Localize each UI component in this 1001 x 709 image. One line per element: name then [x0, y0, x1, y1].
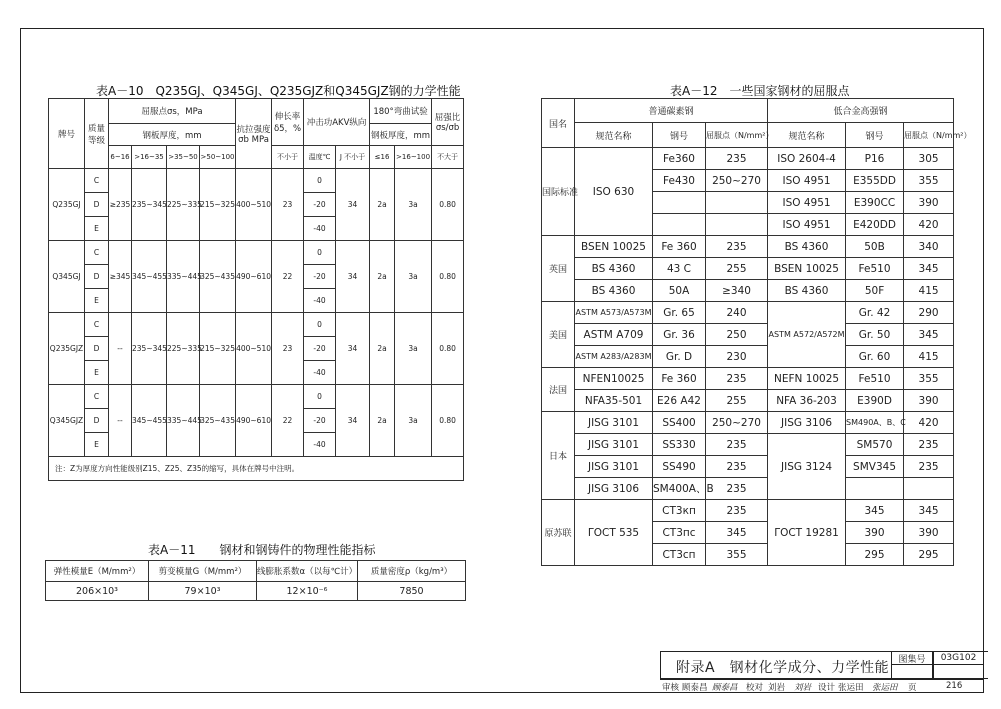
quality-cell: E	[85, 289, 109, 313]
header-carbon-steel: 普通碳素钢	[575, 99, 768, 123]
value-expansion: 12×10⁻⁶	[257, 582, 358, 601]
carbon-yield-cell: 255	[706, 258, 768, 280]
table-row	[542, 302, 954, 324]
elong-cell: 23	[272, 313, 304, 385]
alloy-grade-cell: Fe510	[846, 368, 904, 390]
alloy-yield-cell	[904, 478, 954, 500]
alloy-grade-cell: Gr. 42	[846, 302, 904, 324]
header-bend-thickness: 钢板厚度，mm	[370, 124, 432, 146]
alloy-spec-cell: JISG 3124	[768, 434, 846, 500]
alloy-grade-cell: SM490A、B、C	[846, 412, 904, 434]
alloy-grade-cell: Gr. 50	[846, 324, 904, 346]
quality-cell: E	[85, 217, 109, 241]
alloy-spec-cell: BS 4360	[768, 236, 846, 258]
temp-cell: -20	[304, 409, 336, 433]
carbon-grade-cell: CT3сп	[653, 544, 706, 566]
checker-signature: 刘岩	[794, 683, 812, 693]
elong-cell: 22	[272, 241, 304, 313]
b2-cell: 3a	[395, 241, 432, 313]
carbon-grade-cell: Gr. 36	[653, 324, 706, 346]
carbon-yield-cell: 235	[706, 456, 768, 478]
t2-cell: 345~455	[132, 385, 167, 457]
t3-cell: 225~335	[167, 313, 200, 385]
grade-cell: Q235GJ	[49, 169, 85, 241]
header-t4: >50~100	[200, 146, 236, 169]
b1-cell: 2a	[370, 385, 395, 457]
country-cell: 法国	[542, 368, 575, 412]
table-row	[542, 368, 954, 390]
carbon-grade-cell: 50A	[653, 280, 706, 302]
temp-cell: 0	[304, 385, 336, 409]
alloy-grade-cell: 50B	[846, 236, 904, 258]
table-row	[542, 148, 954, 170]
temp-cell: -40	[304, 289, 336, 313]
alloy-spec-cell: BS 4360	[768, 280, 846, 302]
country-cell: 日本	[542, 412, 575, 500]
table-a10	[48, 98, 464, 481]
table-row	[542, 412, 954, 434]
table-row	[542, 434, 954, 456]
temp-cell: -40	[304, 361, 336, 385]
blank-cell	[891, 665, 933, 679]
t1-cell: --	[109, 385, 132, 457]
alloy-yield-cell: 345	[904, 258, 954, 280]
table-row	[49, 241, 464, 265]
alloy-spec-cell: NFA 36-203	[768, 390, 846, 412]
signature-row	[660, 679, 984, 694]
alloy-yield-cell: 355	[904, 170, 954, 192]
country-cell: 国际标准	[542, 148, 575, 236]
carbon-grade-cell: Gr. D	[653, 346, 706, 368]
header-yield: 屈服点σs，MPa	[109, 99, 236, 124]
alloy-grade-cell: 390	[846, 522, 904, 544]
t4-cell: 325~435	[200, 241, 236, 313]
atlas-number: 03G102	[933, 651, 984, 665]
header-j: J 不小于	[336, 146, 370, 169]
alloy-yield-cell: 305	[904, 148, 954, 170]
quality-cell: C	[85, 169, 109, 193]
impact-cell: 34	[336, 313, 370, 385]
t3-cell: 225~335	[167, 169, 200, 241]
t2-cell: 345~455	[132, 241, 167, 313]
table-a12	[541, 98, 972, 566]
table-row	[542, 500, 954, 522]
carbon-spec-cell: JISG 3101	[575, 434, 653, 456]
tensile-cell: 400~510	[236, 313, 272, 385]
alloy-yield-cell: 345	[904, 324, 954, 346]
alloy-grade-cell: E390D	[846, 390, 904, 412]
t4-cell: 325~435	[200, 385, 236, 457]
table-a11-caption: 表A－11 钢材和钢铸件的物理性能指标	[148, 543, 376, 557]
header-carbon-spec: 规范名称	[575, 123, 653, 148]
carbon-grade-cell: CT3пс	[653, 522, 706, 544]
alloy-yield-cell: 295	[904, 544, 954, 566]
carbon-yield-cell: 345	[706, 522, 768, 544]
carbon-spec-cell: ASTM A573/A573M	[575, 302, 653, 324]
header-alloy-yield: 屈服点（N/mm²）	[904, 123, 954, 148]
header-bend: 180°弯曲试验	[370, 99, 432, 124]
carbon-spec-cell: JISG 3101	[575, 456, 653, 478]
b2-cell: 3a	[395, 313, 432, 385]
carbon-grade-cell: 43 C	[653, 258, 706, 280]
tensile-cell: 400~510	[236, 169, 272, 241]
table-a12-caption: 表A－12 一些国家钢材的屈服点	[670, 84, 850, 98]
grade-cell: Q235GJZ	[49, 313, 85, 385]
carbon-yield-cell: 235	[706, 478, 768, 500]
t1-cell: ≥235	[109, 169, 132, 241]
carbon-yield-cell: 355	[706, 544, 768, 566]
table-row	[542, 280, 954, 302]
tensile-cell: 490~610	[236, 385, 272, 457]
alloy-yield-cell: 390	[904, 192, 954, 214]
value-elastic-modulus: 206×10³	[46, 582, 149, 601]
carbon-spec-cell: NFEN10025	[575, 368, 653, 390]
alloy-spec-cell: JISG 3106	[768, 412, 846, 434]
country-cell: 英国	[542, 236, 575, 302]
ratio-cell: 0.80	[432, 313, 464, 385]
t2-cell: 235~345	[132, 313, 167, 385]
carbon-yield-cell: 235	[706, 236, 768, 258]
alloy-spec-cell: ISO 2604-4	[768, 148, 846, 170]
header-temp: 温度℃	[304, 146, 336, 169]
carbon-spec-cell: ΓOCT 535	[575, 500, 653, 566]
quality-cell: C	[85, 385, 109, 409]
t1-cell: --	[109, 313, 132, 385]
carbon-spec-cell: BSEN 10025	[575, 236, 653, 258]
alloy-grade-cell: Gr. 60	[846, 346, 904, 368]
alloy-grade-cell: 295	[846, 544, 904, 566]
temp-cell: -20	[304, 193, 336, 217]
alloy-spec-cell: NEFN 10025	[768, 368, 846, 390]
alloy-grade-cell	[846, 478, 904, 500]
alloy-grade-cell: E355DD	[846, 170, 904, 192]
alloy-grade-cell: P16	[846, 148, 904, 170]
checker-name: 刘岩	[768, 683, 786, 693]
t1-cell: ≥345	[109, 241, 132, 313]
temp-cell: -40	[304, 217, 336, 241]
header-expansion: 线膨胀系数α（以每℃计）	[257, 561, 358, 582]
quality-cell: D	[85, 193, 109, 217]
elong-cell: 22	[272, 385, 304, 457]
ratio-cell: 0.80	[432, 169, 464, 241]
t2-cell: 235~345	[132, 169, 167, 241]
t3-cell: 335~445	[167, 385, 200, 457]
review-label: 审核	[662, 683, 680, 693]
b2-cell: 3a	[395, 385, 432, 457]
check-label: 校对	[746, 683, 764, 693]
carbon-grade-cell: SS330	[653, 434, 706, 456]
value-shear-modulus: 79×10³	[149, 582, 257, 601]
header-density: 质量密度ρ（kg/m³）	[358, 561, 466, 582]
carbon-grade-cell: SS490	[653, 456, 706, 478]
table-a10-note: 注：Z为厚度方向性能级别Z15、Z25、Z35的缩写，具体在牌号中注明。	[49, 457, 464, 481]
designer-signature: 张运田	[872, 683, 898, 693]
header-elastic-modulus: 弹性模量E（M/mm²）	[46, 561, 149, 582]
header-tensile: 抗拉强度σb MPa	[236, 99, 272, 169]
alloy-grade-cell: SM570	[846, 434, 904, 456]
header-max: 不大于	[432, 146, 464, 169]
carbon-yield-cell: 230	[706, 346, 768, 368]
temp-cell: 0	[304, 241, 336, 265]
alloy-yield-cell: 290	[904, 302, 954, 324]
header-carbon-yield: 屈服点（N/mm²）	[706, 123, 768, 148]
ratio-cell: 0.80	[432, 385, 464, 457]
alloy-yield-cell: 235	[904, 434, 954, 456]
b2-cell: 3a	[395, 169, 432, 241]
b1-cell: 2a	[370, 169, 395, 241]
header-t2: >16~35	[132, 146, 167, 169]
header-impact: 冲击功AKV纵向	[304, 99, 370, 146]
carbon-spec-cell: JISG 3101	[575, 412, 653, 434]
table-row	[542, 324, 954, 346]
table-row	[542, 456, 954, 478]
alloy-yield-cell: 415	[904, 280, 954, 302]
table-a10-caption: 表A－10 Q235GJ、Q345GJ、Q235GJZ和Q345GJZ钢的力学性能	[96, 84, 461, 98]
b1-cell: 2a	[370, 313, 395, 385]
alloy-grade-cell: E390CC	[846, 192, 904, 214]
alloy-spec-cell: ISO 4951	[768, 214, 846, 236]
carbon-spec-cell: BS 4360	[575, 280, 653, 302]
page-label: 页	[908, 683, 917, 693]
carbon-spec-cell: JISG 3106	[575, 478, 653, 500]
header-b2: >16~100	[395, 146, 432, 169]
temp-cell: 0	[304, 169, 336, 193]
header-shear-modulus: 剪变模量G（M/mm²）	[149, 561, 257, 582]
carbon-yield-cell: 255	[706, 390, 768, 412]
impact-cell: 34	[336, 385, 370, 457]
carbon-yield-cell: 235	[706, 148, 768, 170]
temp-cell: -20	[304, 337, 336, 361]
alloy-yield-cell: 390	[904, 522, 954, 544]
table-row	[542, 236, 954, 258]
carbon-spec-cell: NFA35-501	[575, 390, 653, 412]
alloy-grade-cell: Fe510	[846, 258, 904, 280]
alloy-spec-cell: ISO 4951	[768, 192, 846, 214]
carbon-yield-cell	[706, 214, 768, 236]
header-grade: 牌号	[49, 99, 85, 169]
carbon-yield-cell: 240	[706, 302, 768, 324]
quality-cell: C	[85, 313, 109, 337]
carbon-grade-cell: Fe 360	[653, 368, 706, 390]
quality-cell: C	[85, 241, 109, 265]
alloy-yield-cell: 235	[904, 456, 954, 478]
carbon-yield-cell: 250	[706, 324, 768, 346]
alloy-spec-cell: ISO 4951	[768, 170, 846, 192]
header-b1: ≤16	[370, 146, 395, 169]
t3-cell: 335~445	[167, 241, 200, 313]
temp-cell: 0	[304, 313, 336, 337]
temp-cell: -20	[304, 265, 336, 289]
table-a11	[45, 560, 466, 601]
table-row	[542, 346, 954, 368]
impact-cell: 34	[336, 241, 370, 313]
header-low-alloy-steel: 低合金高强钢	[768, 99, 954, 123]
carbon-yield-cell: 235	[706, 434, 768, 456]
reviewer-signature: 顾泰昌	[712, 683, 738, 693]
alloy-spec-cell: ASTM A572/A572M	[768, 302, 846, 368]
header-quality: 质量等级	[85, 99, 109, 169]
carbon-yield-cell	[706, 192, 768, 214]
header-ratio: 屈强比σs/σb	[432, 99, 464, 146]
grade-cell: Q345GJ	[49, 241, 85, 313]
header-elong: 伸长率δ5，%	[272, 99, 304, 146]
carbon-grade-cell: CT3кп	[653, 500, 706, 522]
tensile-cell: 490~610	[236, 241, 272, 313]
carbon-grade-cell: SM400A、B	[653, 478, 706, 500]
header-country: 国名	[542, 99, 575, 148]
carbon-grade-cell: SS400	[653, 412, 706, 434]
elong-cell: 23	[272, 169, 304, 241]
quality-cell: E	[85, 433, 109, 457]
value-density: 7850	[358, 582, 466, 601]
quality-cell: E	[85, 361, 109, 385]
alloy-spec-cell: BSEN 10025	[768, 258, 846, 280]
country-cell: 美国	[542, 302, 575, 368]
alloy-grade-cell: E420DD	[846, 214, 904, 236]
page-number: 216	[946, 681, 963, 691]
impact-cell: 34	[336, 169, 370, 241]
carbon-yield-cell: ≥340	[706, 280, 768, 302]
header-alloy-spec: 规范名称	[768, 123, 846, 148]
header-min: 不小于	[272, 146, 304, 169]
alloy-spec-cell: ΓOCT 19281	[768, 500, 846, 566]
table-a12-body	[542, 148, 954, 566]
quality-cell: D	[85, 265, 109, 289]
carbon-grade-cell: Fe360	[653, 148, 706, 170]
table-row	[49, 385, 464, 409]
carbon-grade-cell: Gr. 65	[653, 302, 706, 324]
carbon-yield-cell: 250~270	[706, 412, 768, 434]
alloy-yield-cell: 355	[904, 368, 954, 390]
temp-cell: -40	[304, 433, 336, 457]
blank-cell-2	[933, 665, 984, 679]
designer-name: 张运田	[838, 683, 864, 693]
carbon-spec-cell: ASTM A283/A283M	[575, 346, 653, 368]
drawing-title: 附录A 钢材化学成分、力学性能	[676, 660, 890, 676]
alloy-grade-cell: SMV345	[846, 456, 904, 478]
table-a10-body	[49, 169, 464, 457]
carbon-grade-cell: E26 A42	[653, 390, 706, 412]
carbon-yield-cell: 235	[706, 368, 768, 390]
table-row	[542, 478, 954, 500]
alloy-yield-cell: 420	[904, 214, 954, 236]
atlas-label: 图集号	[891, 651, 933, 665]
header-carbon-grade: 钢号	[653, 123, 706, 148]
alloy-yield-cell: 345	[904, 500, 954, 522]
table-row	[49, 169, 464, 193]
reviewer-name: 顾泰昌	[682, 683, 708, 693]
carbon-grade-cell: Fe430	[653, 170, 706, 192]
header-t1: 6~16	[109, 146, 132, 169]
carbon-grade-cell	[653, 214, 706, 236]
carbon-spec-cell: ISO 630	[575, 148, 653, 236]
table-row	[49, 313, 464, 337]
design-label: 设计	[818, 683, 836, 693]
header-alloy-grade: 钢号	[846, 123, 904, 148]
quality-cell: D	[85, 409, 109, 433]
table-row	[542, 258, 954, 280]
carbon-yield-cell: 250~270	[706, 170, 768, 192]
t4-cell: 215~325	[200, 313, 236, 385]
table-row	[542, 390, 954, 412]
header-t3: >35~50	[167, 146, 200, 169]
grade-cell: Q345GJZ	[49, 385, 85, 457]
ratio-cell: 0.80	[432, 241, 464, 313]
alloy-yield-cell: 415	[904, 346, 954, 368]
quality-cell: D	[85, 337, 109, 361]
alloy-yield-cell: 390	[904, 390, 954, 412]
carbon-spec-cell: BS 4360	[575, 258, 653, 280]
carbon-grade-cell: Fe 360	[653, 236, 706, 258]
b1-cell: 2a	[370, 241, 395, 313]
carbon-spec-cell: ASTM A709	[575, 324, 653, 346]
alloy-yield-cell: 420	[904, 412, 954, 434]
carbon-yield-cell: 235	[706, 500, 768, 522]
alloy-yield-cell: 340	[904, 236, 954, 258]
alloy-grade-cell: 50F	[846, 280, 904, 302]
t4-cell: 215~325	[200, 169, 236, 241]
country-cell: 原苏联	[542, 500, 575, 566]
header-thickness: 钢板厚度，mm	[109, 124, 236, 146]
carbon-grade-cell	[653, 192, 706, 214]
alloy-grade-cell: 345	[846, 500, 904, 522]
